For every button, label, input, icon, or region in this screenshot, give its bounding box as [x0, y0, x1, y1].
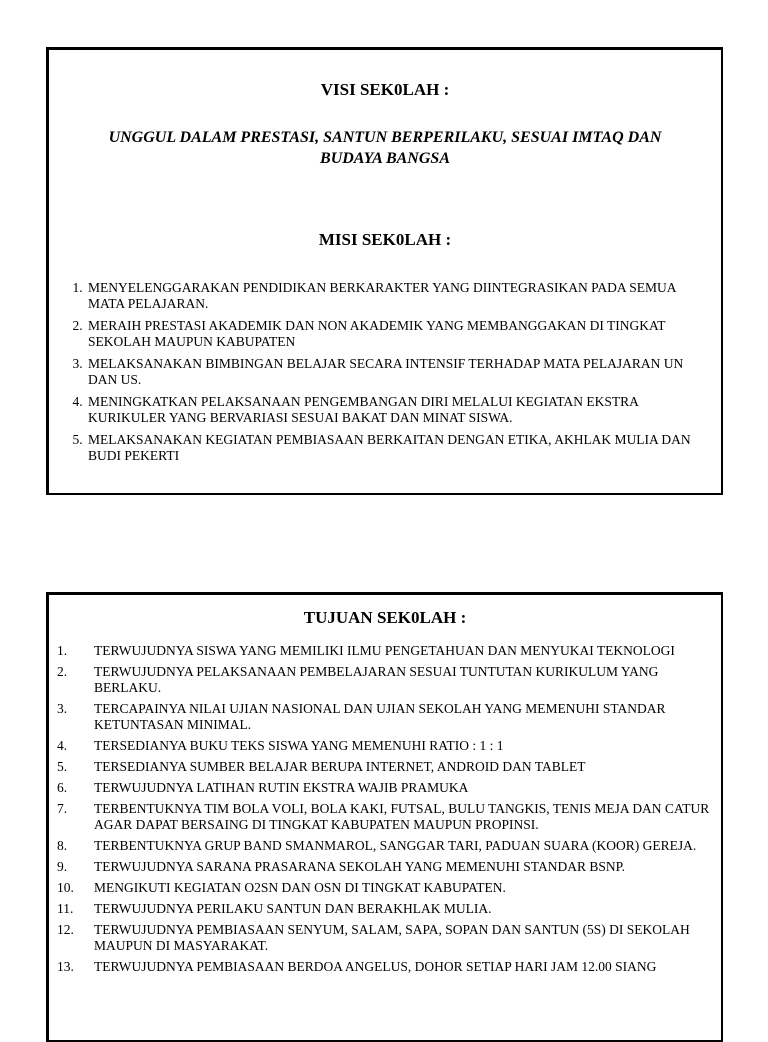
- tujuan-item-text: TERWUJUDNYA PEMBIASAAN SENYUM, SALAM, SAPA, SOPAN DAN SANTUN (5S) DI SEKOLAH MAUPUN DI MASYARAKAT.: [94, 922, 690, 953]
- tujuan-item-text: TERWUJUDNYA PERILAKU SANTUN DAN BERAKHLAK MULIA.: [94, 901, 492, 916]
- tujuan-item: [57, 664, 715, 696]
- visi-statement: UNGGUL DALAM PRESTASI, SANTUN BERPERILAKU, SESUAI IMTAQ DAN BUDAYA BANGSA: [108, 129, 662, 167]
- tujuan-item: [57, 759, 715, 775]
- tujuan-item-text: TERWUJUDNYA PEMBIASAAN BERDOA ANGELUS, DOHOR SETIAP HARI JAM 12.00 SIANG: [94, 959, 657, 974]
- visi-misi-box: [47, 47, 723, 495]
- tujuan-item-number: 1.: [57, 643, 68, 658]
- tujuan-item: [57, 838, 715, 854]
- tujuan-item: [57, 859, 715, 875]
- misi-list: [66, 280, 691, 470]
- misi-item: 2. MERAIH PRESTASI AKADEMIK DAN NON AKADEMIK YANG MEMBANGGAKAN DI TINGKAT SEKOLAH MAUPUN KABUPATEN: [86, 318, 691, 350]
- misi-heading: MISI SEK0LAH :: [318, 230, 452, 249]
- tujuan-item: [57, 738, 715, 754]
- tujuan-item-number: 11.: [57, 901, 74, 916]
- tujuan-item-number: 10.: [57, 880, 74, 895]
- tujuan-item-number: 4.: [57, 738, 68, 753]
- tujuan-item-text: TERWUJUDNYA LATIHAN RUTIN EKSTRA WAJIB PRAMUKA: [94, 780, 469, 795]
- tujuan-item-text: TERBENTUKNYA TIM BOLA VOLI, BOLA KAKI, FUTSAL, BULU TANGKIS, TENIS MEJA DAN CATUR AGAR DAPAT BERSAING DI TINGKAT KABUPATEN MAUPUN PROPINSI.: [94, 801, 710, 832]
- tujuan-item-text: TERCAPAINYA NILAI UJIAN NASIONAL DAN UJIAN SEKOLAH YANG MEMENUHI STANDAR KETUNTASAN MINIMAL.: [94, 701, 666, 732]
- tujuan-item-text: TERWUJUDNYA SISWA YANG MEMILIKI ILMU PENGETAHUAN DAN MENYUKAI TEKNOLOGI: [94, 643, 675, 658]
- tujuan-item-text: MENGIKUTI KEGIATAN O2SN DAN OSN DI TINGKAT KABUPATEN.: [94, 880, 506, 895]
- tujuan-item: [57, 901, 715, 917]
- tujuan-item-number: 12.: [57, 922, 74, 937]
- misi-item: 5. MELAKSANAKAN KEGIATAN PEMBIASAAN BERKAITAN DENGAN ETIKA, AKHLAK MULIA DAN BUDI PEKERTI: [86, 432, 691, 464]
- tujuan-item-text: TERWUJUDNYA PELAKSANAAN PEMBELAJARAN SESUAI TUNTUTAN KURIKULUM YANG BERLAKU.: [94, 664, 659, 695]
- tujuan-item: [57, 701, 715, 733]
- tujuan-item-number: 9.: [57, 859, 68, 874]
- tujuan-item-number: 3.: [57, 701, 68, 716]
- tujuan-item: [57, 959, 715, 975]
- tujuan-item-text: TERSEDIANYA BUKU TEKS SISWA YANG MEMENUHI RATIO : 1 : 1: [94, 738, 504, 753]
- tujuan-item: [57, 922, 715, 954]
- tujuan-item: [57, 780, 715, 796]
- tujuan-item-text: TERWUJUDNYA SARANA PRASARANA SEKOLAH YANG MEMENUHI STANDAR BSNP.: [94, 859, 625, 874]
- tujuan-item-text: TERSEDIANYA SUMBER BELAJAR BERUPA INTERNET, ANDROID DAN TABLET: [94, 759, 586, 774]
- tujuan-box: [47, 592, 723, 1042]
- tujuan-item-number: 5.: [57, 759, 68, 774]
- tujuan-item-text: TERBENTUKNYA GRUP BAND SMANMAROL, SANGGAR TARI, PADUAN SUARA (KOOR) GEREJA.: [94, 838, 697, 853]
- tujuan-item-number: 6.: [57, 780, 68, 795]
- tujuan-item-number: 7.: [57, 801, 68, 816]
- misi-item: 4. MENINGKATKAN PELAKSANAAN PENGEMBANGAN DIRI MELALUI KEGIATAN EKSTRA KURIKULER YANG BERVARIASI SESUAI BAKAT DAN MINAT SISWA.: [86, 394, 691, 426]
- tujuan-item: [57, 801, 715, 833]
- misi-item: 1. MENYELENGGARAKAN PENDIDIKAN BERKARAKTER YANG DIINTEGRASIKAN PADA SEMUA MATA PELAJARAN.: [86, 280, 691, 312]
- tujuan-item: [57, 643, 715, 659]
- tujuan-item: [57, 880, 715, 896]
- visi-heading: VISI SEK0LAH :: [320, 80, 450, 99]
- tujuan-heading: TUJUAN SEK0LAH :: [303, 608, 467, 627]
- tujuan-list: [57, 643, 715, 980]
- tujuan-item-number: 8.: [57, 838, 68, 853]
- misi-item: 3. MELAKSANAKAN BIMBINGAN BELAJAR SECARA INTENSIF TERHADAP MATA PELAJARAN UN DAN US.: [86, 356, 691, 388]
- tujuan-item-number: 13.: [57, 959, 74, 974]
- tujuan-item-number: 2.: [57, 664, 68, 679]
